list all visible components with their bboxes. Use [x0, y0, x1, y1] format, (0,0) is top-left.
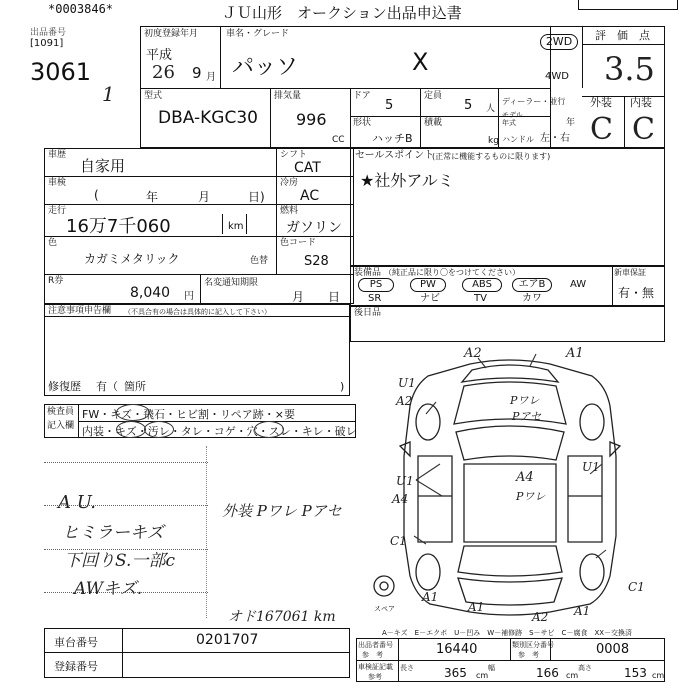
- diagram-u1-left: U1: [398, 376, 416, 390]
- repair-unit: 箇所: [124, 380, 146, 393]
- lot-handwritten-mark: 1: [102, 82, 115, 106]
- color-label: 色: [48, 238, 58, 248]
- model-year-unit: 年: [566, 118, 576, 128]
- registration-era: 平成: [146, 48, 173, 63]
- height-unit: cm: [652, 671, 665, 680]
- mileage-label: 走行: [48, 206, 67, 216]
- diagram-a1-bottom-left: A1: [422, 590, 439, 604]
- post-sale-box: [350, 306, 665, 342]
- inspector-label-1: 検査員: [47, 407, 75, 417]
- aircon-value: AC: [300, 188, 320, 204]
- color-code-value: S28: [304, 254, 329, 269]
- notes-note: （不具合有の場合は具体的に記入して下さい）: [124, 308, 271, 316]
- registration-label: 初度登録年月: [144, 29, 199, 39]
- circle-mark-kizu: [116, 404, 150, 421]
- doors-label: ドア: [353, 91, 371, 101]
- interior-grade: C: [632, 112, 655, 147]
- diagram-a1-bottom-mid: A1: [468, 600, 485, 614]
- diagram-center-note: Pワレ: [516, 490, 546, 503]
- handwritten-exterior-note: 外装 Pワレ Pアセ: [222, 502, 342, 520]
- inspector-row-2: 内装・キズ・汚レ・タレ・コゲ・穴・スレ・キレ・破レ: [82, 425, 357, 438]
- length-label: 長さ: [400, 664, 414, 672]
- wheel-front-left: [416, 404, 440, 440]
- body-shape: ハッチB: [372, 132, 413, 145]
- inspection-label: 車検: [48, 178, 67, 188]
- top-right-tab: [578, 0, 678, 10]
- post-sale-label: 後日品: [354, 308, 382, 318]
- inspector-row-1: FW・キズ・飛石・ヒビ割・リペア跡・×要: [82, 408, 295, 421]
- shift-value: CAT: [294, 160, 321, 176]
- front-bumper: [462, 365, 558, 382]
- displacement-label: 排気量: [274, 91, 302, 101]
- notice-label: 名変通知期限: [204, 278, 259, 288]
- notes-box: [44, 304, 350, 396]
- car-name-label: 車名・グレード: [226, 29, 290, 39]
- chassis-label: 車台番号: [54, 636, 98, 649]
- chassis-number: 0201707: [196, 632, 259, 648]
- shift-label: シフト: [280, 150, 308, 160]
- serial-number: *0003846*: [48, 2, 114, 16]
- inspector-label-2: 記入欄: [47, 421, 75, 431]
- equip-airbag: エアB: [512, 278, 552, 292]
- fuel-value: ガソリン: [286, 220, 342, 236]
- drive-2wd-circled: 2WD: [540, 34, 578, 50]
- equip-pw: PW: [410, 278, 446, 292]
- equip-leather: カワ: [522, 293, 542, 304]
- drive-4wd: 4WD: [545, 71, 569, 82]
- rear-window: [458, 546, 562, 576]
- exterior-grade: C: [590, 112, 613, 147]
- new-car-warranty-label: 新車保証: [614, 268, 646, 277]
- aircon-label: 冷房: [280, 178, 299, 188]
- diagram-a2-top: A2: [464, 346, 482, 361]
- recycle-value: 8,040: [130, 285, 171, 301]
- handwritten-odometer: オド167061 km: [228, 609, 336, 625]
- height-value: 153: [624, 666, 647, 680]
- mileage-unit: km: [228, 221, 244, 232]
- diagram-c1-left: C1: [390, 534, 407, 548]
- displacement: 996: [296, 110, 327, 129]
- inspection-open: (: [94, 188, 99, 202]
- color-value: カガミメタリック: [84, 252, 180, 266]
- diagram-front-note-2: Pアセ: [512, 410, 542, 423]
- registration-number-label: 登録番号: [54, 660, 98, 673]
- wheel-front-right: [580, 404, 604, 440]
- handwritten-line-3: 下回りS.一部c: [64, 551, 175, 571]
- diagram-a1-bottom-right: A1: [574, 604, 591, 618]
- repair-close: ): [340, 380, 345, 393]
- handle-value: 左・右: [540, 133, 570, 144]
- form-title: ＪＵ山形 オークション出品申込書: [222, 4, 462, 22]
- circle-mark-kizu-interior: [116, 421, 146, 438]
- length-unit: cm: [476, 671, 489, 680]
- diagram-a2-left: A2: [396, 394, 413, 408]
- exterior-label: 外装: [590, 96, 612, 109]
- equip-navi: ナビ: [420, 293, 440, 304]
- width-value: 166: [536, 666, 559, 680]
- dims-ref: 参考: [368, 673, 382, 681]
- diagram-a1-top: A1: [566, 346, 584, 361]
- shape-label: 形状: [353, 118, 372, 128]
- wheel-rear-right: [580, 554, 604, 590]
- lot-number: 3061: [30, 58, 92, 86]
- equip-ps: PS: [358, 278, 394, 292]
- diagram-front-note: Pワレ: [510, 394, 540, 407]
- registration-month: 9: [192, 64, 202, 82]
- equip-tv: TV: [474, 293, 487, 304]
- car-grade: X: [412, 48, 429, 76]
- listing-ref: 参 考: [362, 651, 383, 659]
- notice-day: 日: [328, 290, 341, 304]
- handwritten-line-1: A U.: [58, 492, 96, 513]
- inspection-year: 年: [146, 190, 159, 204]
- selling-points-label: セールスポイント: [355, 150, 435, 161]
- fuel-label: 燃料: [280, 206, 299, 216]
- equipment-label: 装備品: [354, 268, 382, 278]
- kg-unit: kg: [488, 136, 499, 146]
- damage-legend: A－キズ E－エクボ U－凹み W－補修跡 S－サビ C－腐食 XX－交換済: [382, 629, 633, 637]
- inspection-month: 月: [198, 190, 211, 204]
- use-label: 車歴: [48, 150, 67, 160]
- windshield: [456, 426, 564, 460]
- selling-points-box: [350, 148, 665, 266]
- inspection-day: 日): [248, 190, 265, 204]
- class-number: 0008: [596, 642, 630, 657]
- use-value: 自家用: [80, 157, 126, 175]
- seats: 5: [464, 98, 473, 113]
- model-code: DBA-KGC30: [158, 108, 258, 128]
- equip-abs: ABS: [462, 278, 502, 292]
- lot-code-label: 出品番号: [30, 28, 67, 38]
- width-unit: cm: [566, 671, 579, 680]
- diagram-u1-right: U1: [582, 460, 600, 474]
- width-label: 幅: [488, 664, 495, 672]
- class-label: 類別区分番号: [512, 641, 554, 649]
- recycle-unit: 円: [184, 291, 194, 302]
- diagram-c1-right: C1: [628, 580, 645, 594]
- circle-mark-sure: [254, 421, 284, 438]
- lot-code: [1091]: [30, 38, 64, 49]
- left-doors: [418, 456, 452, 542]
- class-ref: 参 考: [518, 651, 539, 659]
- notes-label: 注意事項申告欄: [48, 306, 112, 316]
- repair-value: 有（: [96, 380, 118, 393]
- new-car-warranty-value: 有・無: [618, 286, 655, 300]
- handwritten-line-2: ヒミラーキズ: [62, 523, 164, 543]
- equip-aw: AW: [570, 279, 587, 290]
- diagram-a4-left: A4: [392, 492, 409, 506]
- seats-label: 定員: [424, 91, 443, 101]
- notice-month: 月: [292, 290, 305, 304]
- registration-month-unit: 月: [206, 72, 216, 83]
- circle-mark-yogore: [144, 421, 174, 438]
- wheel-rear-left: [416, 554, 440, 590]
- selling-points-text: ★社外アルミ: [360, 171, 454, 190]
- spare-tire-label: スペア: [374, 605, 395, 613]
- handle-label: ハンドル: [502, 135, 534, 144]
- load-label: 積載: [424, 118, 443, 128]
- equip-sr: SR: [368, 293, 382, 304]
- dealer-label: ディーラー・並行: [502, 97, 566, 106]
- listing-label: 出品者番号: [358, 641, 393, 649]
- spare-tire-icon: [374, 576, 394, 596]
- diagram-a2-bottom: A2: [532, 610, 549, 624]
- cc-unit: CC: [332, 135, 345, 145]
- diagram-u1-mid: U1: [396, 474, 414, 488]
- registration-year: 26: [152, 62, 175, 83]
- mileage-value: 16万7千060: [66, 216, 171, 237]
- dims-label: 車検証記載: [358, 663, 393, 671]
- grade-label: 評 価 点: [595, 29, 650, 42]
- recycle-label: R券: [48, 276, 64, 286]
- repaint-label: 色替: [250, 256, 269, 266]
- car-name: パッソ: [232, 55, 299, 80]
- color-code-label: 色コード: [280, 238, 317, 248]
- listing-number: 16440: [436, 642, 478, 657]
- doors: 5: [385, 98, 394, 113]
- handwritten-line-4: AWキズ.: [74, 579, 143, 599]
- selling-points-note: (正常に機能するものに限ります): [432, 152, 551, 161]
- diagram-center-a4: A4: [516, 470, 534, 485]
- model-year-label: モデル年式: [502, 111, 523, 127]
- repair-label: 修復歴: [48, 380, 81, 393]
- model-label: 型式: [144, 91, 163, 101]
- height-label: 高さ: [578, 664, 592, 672]
- interior-label: 内装: [630, 96, 652, 109]
- grade-score: 3.5: [604, 50, 655, 88]
- equipment-note: （純正品に限り〇をつけてください）: [384, 268, 520, 277]
- seats-unit: 人: [486, 104, 496, 114]
- length-value: 365: [444, 666, 467, 680]
